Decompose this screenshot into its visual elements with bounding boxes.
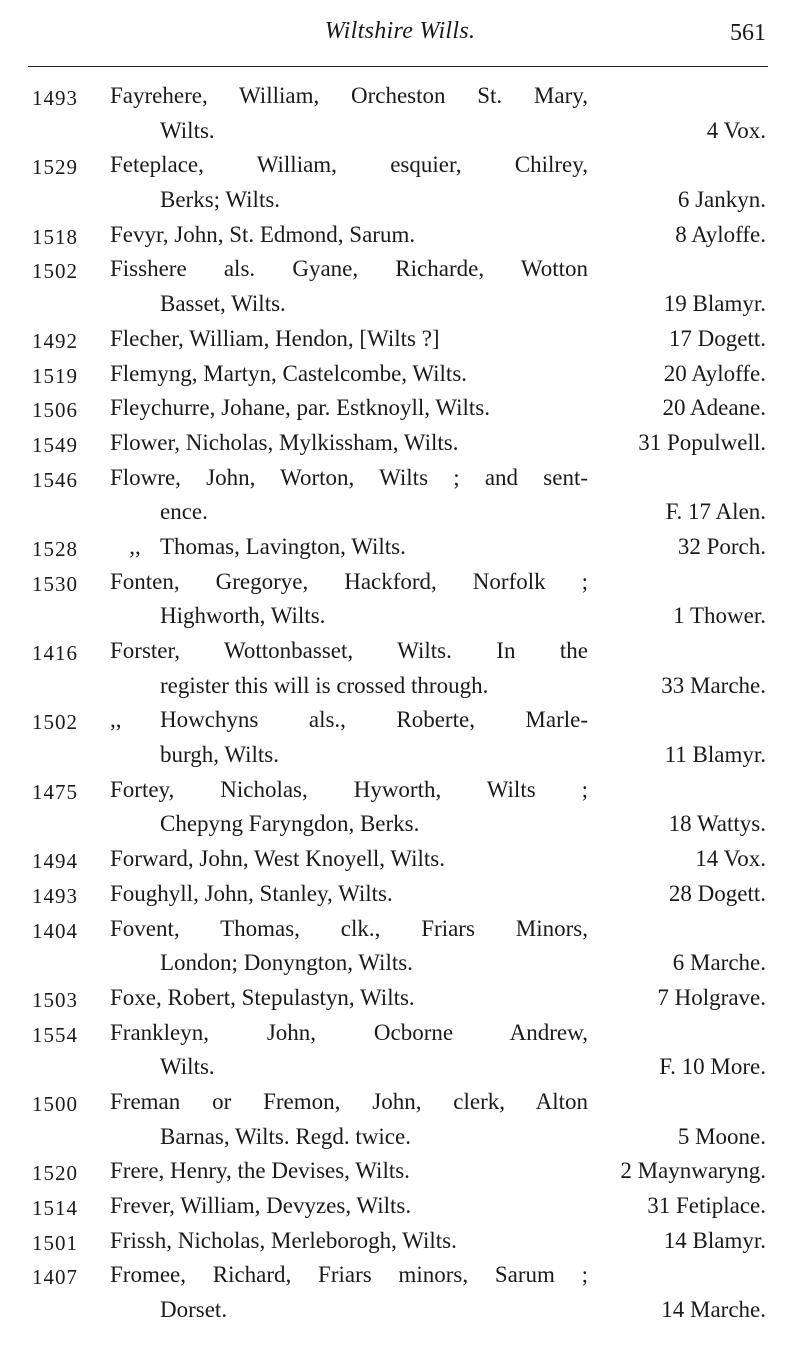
list-item bbox=[0, 1258, 800, 1327]
entry-year: 1514 bbox=[32, 1196, 78, 1220]
register-reference: 5 Moone. bbox=[677, 1123, 766, 1149]
entry-text: Chepyng Faryngdon, Berks. bbox=[160, 811, 420, 837]
entry-year: 1503 bbox=[32, 987, 78, 1012]
list-item bbox=[0, 79, 800, 148]
entry-text: Flower, Nicholas, Mylkissham, Wilts. bbox=[110, 429, 459, 455]
register-reference: 17 Dogett. bbox=[668, 325, 766, 351]
list-item bbox=[0, 565, 800, 634]
register-reference: 20 Adeane. bbox=[662, 395, 766, 421]
entry-text: Fonten, Gregorye, Hackford, Norfolk ; bbox=[110, 568, 588, 594]
entry-text: Wilts. bbox=[160, 117, 215, 143]
register-reference: 32 Porch. bbox=[677, 533, 766, 559]
entry-text: register this will is crossed through. bbox=[160, 672, 489, 698]
list-item bbox=[0, 773, 800, 842]
entry-text: Flemyng, Martyn, Castelcombe, Wilts. bbox=[110, 360, 468, 386]
entry-year: 1407 bbox=[32, 1265, 78, 1290]
list-item bbox=[0, 252, 800, 321]
entry-year: 1518 bbox=[32, 224, 78, 249]
entry-text: Forster, Wottonbasset, Wilts. In the bbox=[110, 638, 588, 663]
list-item bbox=[0, 877, 800, 912]
entry-text: Flowre, John, Worton, Wilts ; and sent- bbox=[110, 464, 588, 490]
list-item bbox=[0, 461, 800, 530]
register-reference: 14 Vox. bbox=[695, 846, 766, 872]
list-item bbox=[0, 1085, 800, 1154]
list-item bbox=[0, 1224, 800, 1259]
entry-year: 1500 bbox=[32, 1091, 78, 1116]
entry-text bbox=[110, 703, 588, 738]
list-item bbox=[0, 1016, 800, 1085]
entry-year: 1520 bbox=[32, 1161, 78, 1186]
entry-year: 1546 bbox=[32, 467, 78, 492]
register-reference: 20 Ayloffe. bbox=[663, 360, 766, 386]
entry-text: Dorset. bbox=[160, 1297, 228, 1323]
register-reference: 2 Maynwaryng. bbox=[620, 1158, 766, 1184]
entry-text: Flecher, William, Hendon, [Wilts ?] bbox=[110, 325, 440, 351]
register-reference: 31 Fetiplace. bbox=[647, 1193, 766, 1218]
entry-text: Frissh, Nicholas, Merleborogh, Wilts. bbox=[110, 1227, 457, 1253]
entry-text: Fovent, Thomas, clk., Friars Minors, bbox=[110, 915, 588, 941]
header-rule bbox=[28, 66, 768, 67]
entry-text: Berks; Wilts. bbox=[160, 187, 281, 213]
entry-text: ence. bbox=[160, 499, 208, 525]
running-title: Wiltshire Wills. bbox=[324, 18, 476, 44]
entry-year: 1530 bbox=[32, 571, 78, 596]
list-item bbox=[0, 1189, 800, 1224]
list-item bbox=[0, 842, 800, 877]
entry-year: 1501 bbox=[32, 1230, 78, 1255]
register-reference: 11 Blamyr. bbox=[664, 742, 766, 768]
list-item bbox=[0, 530, 800, 565]
entry-text: Fayrehere, William, Orcheston St. Mary, bbox=[110, 83, 588, 108]
page-number: 561 bbox=[730, 20, 766, 46]
entry-year: 1528 bbox=[32, 536, 78, 561]
entry-text: Foughyll, John, Stanley, Wilts. bbox=[110, 880, 393, 906]
entry-text: London; Donyngton, Wilts. bbox=[160, 950, 413, 976]
register-reference: 6 Jankyn. bbox=[677, 187, 766, 213]
ditto-mark: ,, bbox=[129, 533, 141, 559]
entry-year: 1493 bbox=[32, 883, 78, 908]
list-item bbox=[0, 912, 800, 981]
entry-text: Fleychurre, Johane, par. Estknoyll, Wilts. bbox=[110, 395, 491, 421]
ditto-mark: ,, bbox=[110, 707, 122, 733]
entry-year: 1549 bbox=[32, 432, 78, 457]
register-reference: F. 17 Alen. bbox=[665, 499, 766, 525]
register-reference: 14 Blamyr. bbox=[663, 1227, 766, 1253]
register-reference: 1 Thower. bbox=[673, 603, 766, 629]
entry-text: Fortey, Nicholas, Hyworth, Wilts ; bbox=[110, 776, 588, 802]
entry-text: Feteplace, William, esquier, Chilrey, bbox=[110, 152, 588, 178]
register-reference: 8 Ayloffe. bbox=[675, 221, 766, 247]
entry-line: Thomas, Lavington, Wilts. bbox=[160, 533, 406, 559]
register-reference: 4 Vox. bbox=[706, 117, 766, 143]
register-reference: 14 Marche. bbox=[661, 1297, 766, 1323]
register-reference: 19 Blamyr. bbox=[663, 291, 766, 317]
entry-year: 1502 bbox=[32, 259, 78, 284]
register-reference: F. 10 More. bbox=[659, 1054, 766, 1080]
register-reference: 33 Marche. bbox=[661, 672, 766, 698]
entry-text: Frever, William, Devyzes, Wilts. bbox=[110, 1193, 412, 1218]
register-reference: 28 Dogett. bbox=[668, 880, 766, 906]
entry-year: 1502 bbox=[32, 710, 78, 735]
entry-text: Foxe, Robert, Stepulastyn, Wilts. bbox=[110, 984, 415, 1010]
entry-year: 1529 bbox=[32, 155, 78, 180]
entry-year: 1475 bbox=[32, 779, 78, 804]
list-item bbox=[0, 981, 800, 1016]
register-reference: 6 Marche. bbox=[672, 950, 766, 976]
entry-line: Howchyns als., Roberte, Marle- bbox=[160, 707, 588, 733]
entry-text: Fisshere als. Gyane, Richarde, Wotton bbox=[110, 256, 588, 282]
list-item bbox=[0, 322, 800, 357]
register-reference: 7 Holgrave. bbox=[657, 984, 766, 1010]
entry-year: 1493 bbox=[32, 86, 78, 110]
entry-year: 1492 bbox=[32, 328, 78, 353]
entry-year: 1506 bbox=[32, 398, 78, 423]
list-item bbox=[0, 634, 800, 703]
entry-text bbox=[110, 530, 588, 565]
entry-text: Forward, John, West Knoyell, Wilts. bbox=[110, 846, 445, 872]
page-header bbox=[0, 0, 800, 70]
entry-year: 1404 bbox=[32, 918, 78, 943]
entry-text: Frere, Henry, the Devises, Wilts. bbox=[110, 1158, 410, 1184]
list-item bbox=[0, 703, 800, 772]
entry-text: Fromee, Richard, Friars minors, Sarum ; bbox=[110, 1262, 588, 1288]
list-item bbox=[0, 148, 800, 217]
entry-text: Highworth, Wilts. bbox=[160, 603, 326, 629]
entry-text: burgh, Wilts. bbox=[160, 742, 279, 768]
entry-text: Frankleyn, John, Ocborne Andrew, bbox=[110, 1019, 588, 1045]
entry-year: 1519 bbox=[32, 363, 78, 388]
entry-year: 1494 bbox=[32, 849, 78, 874]
list-item bbox=[0, 391, 800, 426]
register-reference: 18 Wattys. bbox=[668, 811, 766, 837]
register-reference: 31 Populwell. bbox=[638, 429, 766, 455]
list-item bbox=[0, 357, 800, 392]
entry-text: Wilts. bbox=[160, 1054, 215, 1080]
list-item bbox=[0, 1154, 800, 1189]
list-item bbox=[0, 218, 800, 253]
entry-text: Freman or Fremon, John, clerk, Alton bbox=[110, 1088, 588, 1114]
entry-year: 1416 bbox=[32, 641, 78, 665]
list-item bbox=[0, 426, 800, 461]
entry-year: 1554 bbox=[32, 1022, 78, 1047]
entry-text: Barnas, Wilts. Regd. twice. bbox=[160, 1123, 411, 1149]
entries-list bbox=[0, 79, 800, 1328]
entry-text: Basset, Wilts. bbox=[160, 291, 286, 317]
entry-text: Fevyr, John, St. Edmond, Sarum. bbox=[110, 221, 416, 247]
